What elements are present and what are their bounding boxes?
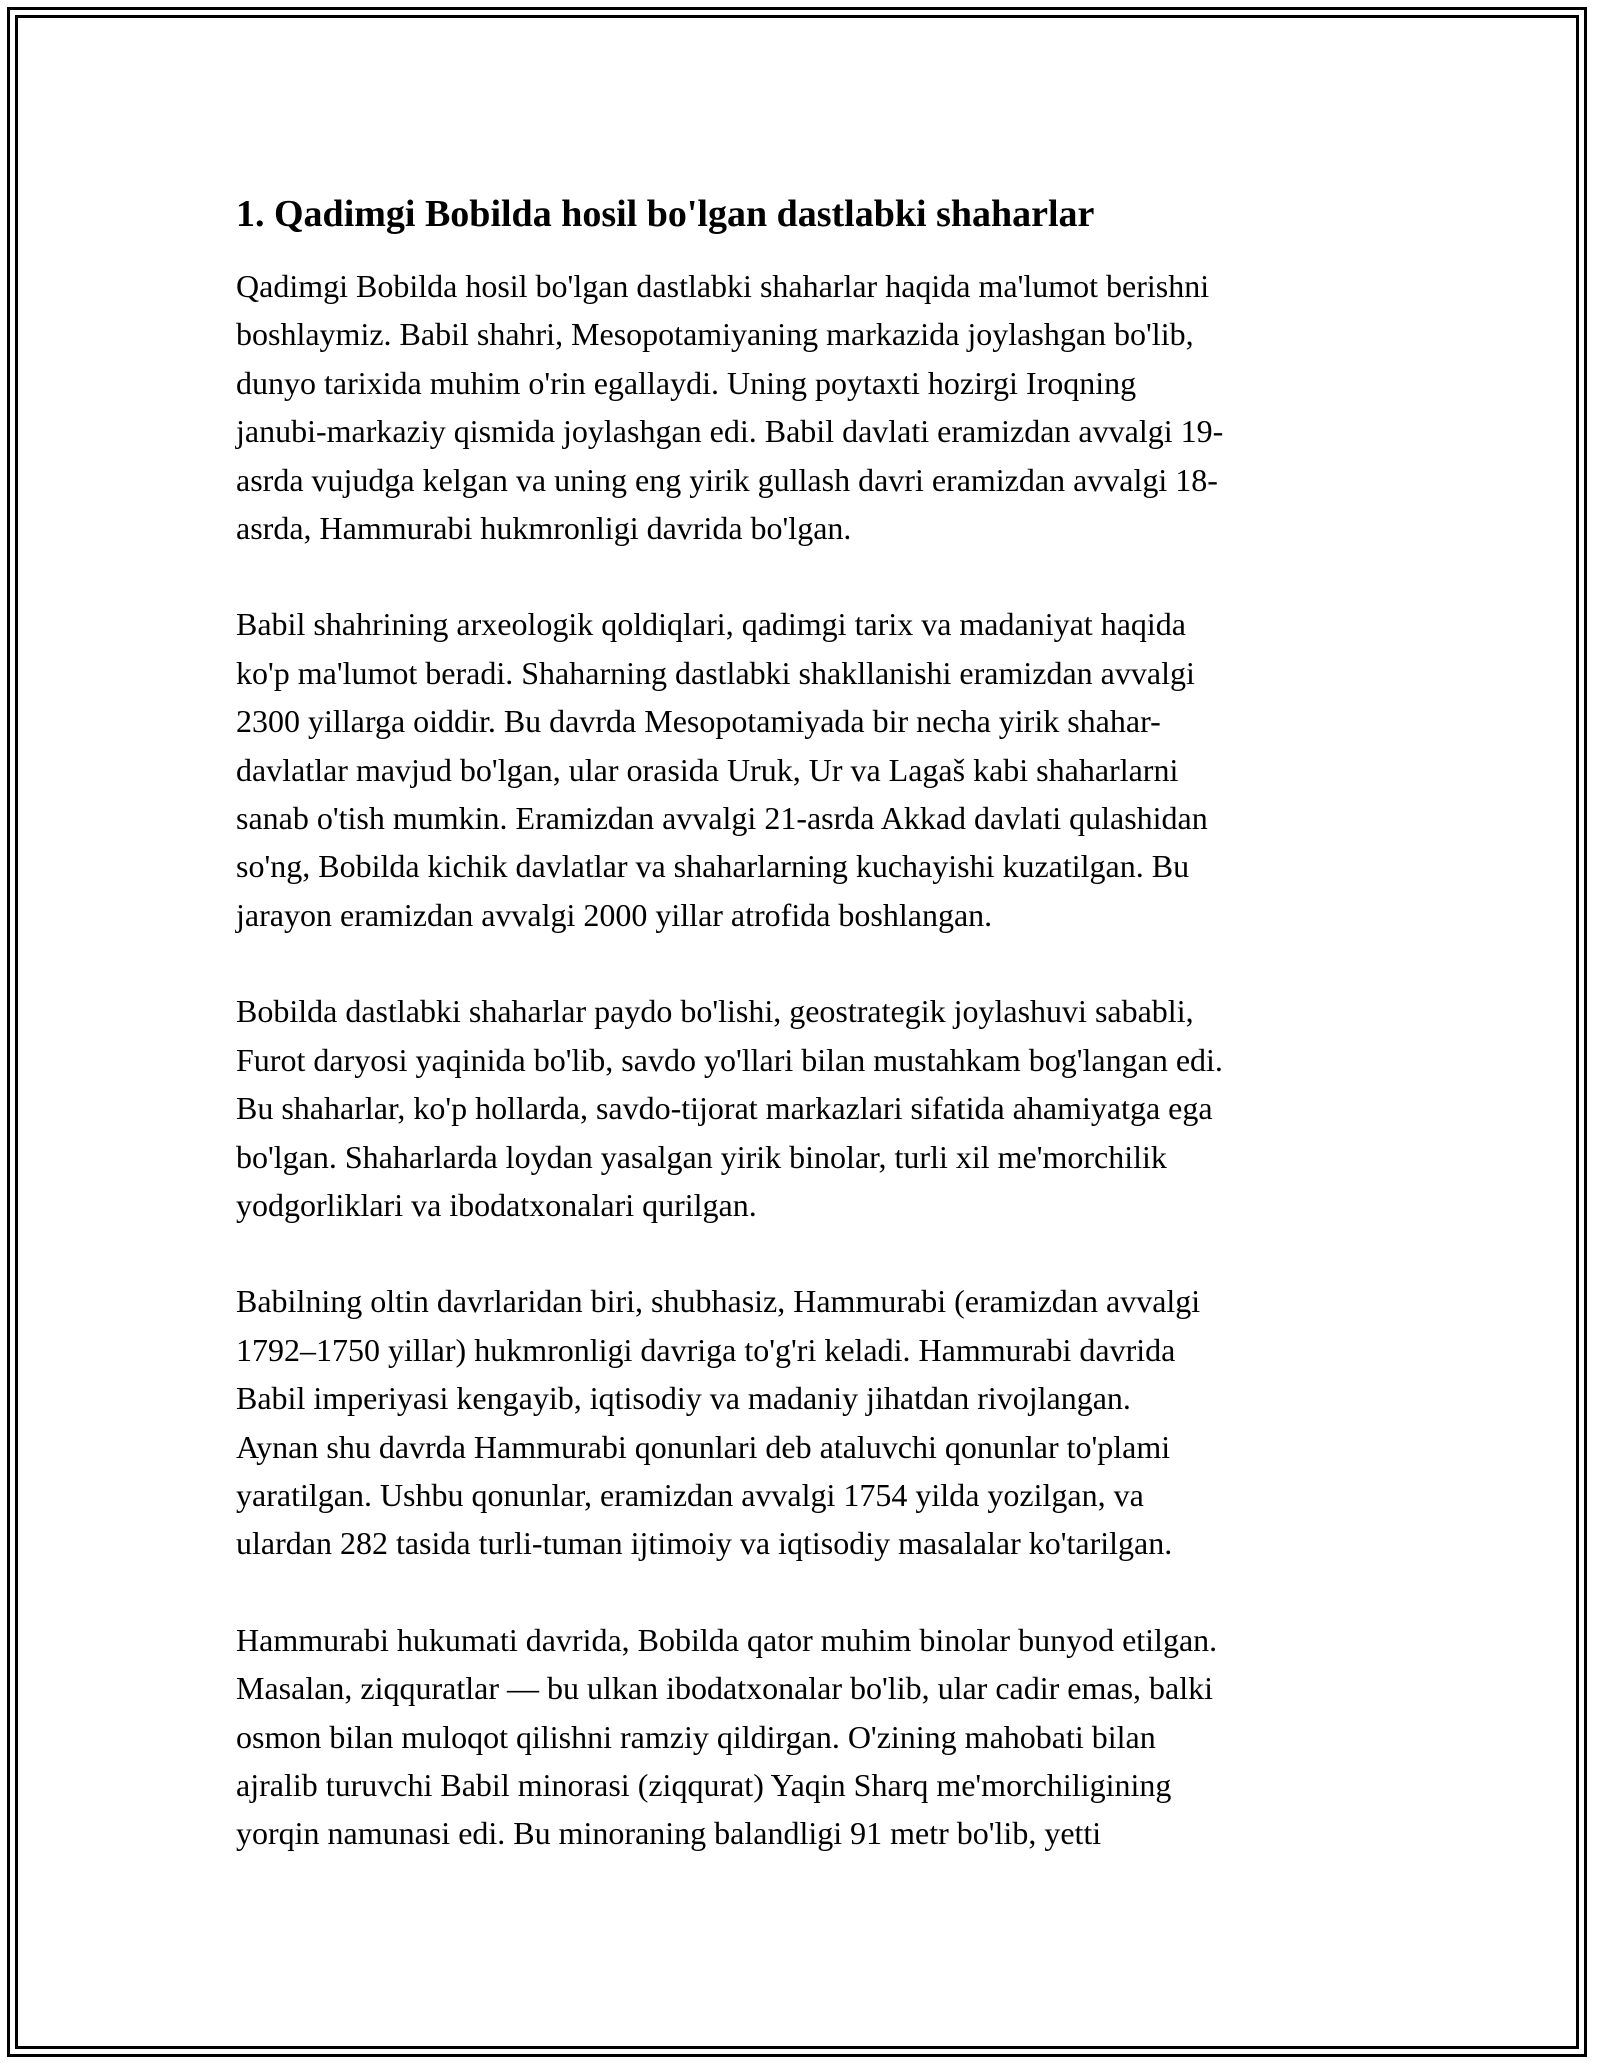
text-line: bo'lgan. Shaharlarda loydan yasalgan yirik binolar, turli xil me'morchilik [236, 1138, 1167, 1175]
text-line: boshlaymiz. Babil shahri, Mesopotamiyaning markazida joylashgan bo'lib, [236, 316, 1194, 353]
paragraph-2 [236, 600, 1371, 939]
paragraph-4 [236, 1277, 1371, 1567]
text-line: 2300 yillarga oiddir. Bu davrda Mesopotamiyada bir necha yirik shahar- [236, 703, 1161, 740]
text-line: davlatlar mavjud bo'lgan, ular orasida Uruk, Ur va Lagaš kabi shaharlarni [236, 751, 1179, 788]
text-line: asrda vujudga kelgan va uning eng yirik gullash davri eramizdan avvalgi 18- [236, 461, 1218, 498]
text-line: jarayon eramizdan avvalgi 2000 yillar atrofida boshlangan. [236, 896, 993, 933]
text-line: sanab o'tish mumkin. Eramizdan avvalgi 21-asrda Akkad davlati qulashidan [236, 800, 1208, 837]
paragraph-1 [236, 262, 1371, 552]
document-body [236, 188, 1371, 1906]
paragraph-3 [236, 987, 1371, 1229]
text-line: 1792–1750 yillar) hukmronligi davriga to'g'ri keladi. Hammurabi davrida [236, 1331, 1176, 1368]
text-line: Bobilda dastlabki shaharlar paydo bo'lishi, geostrategik joylashuvi sababli, [236, 993, 1194, 1030]
text-line: Qadimgi Bobilda hosil bo'lgan dastlabki shaharlar haqida ma'lumot berishni [236, 268, 1210, 304]
text-line: janubi-markaziy qismida joylashgan edi. Babil davlati eramizdan avvalgi 19- [236, 413, 1224, 450]
text-line: yaratilgan. Ushbu qonunlar, eramizdan avvalgi 1754 yilda yozilgan, va [236, 1476, 1144, 1513]
text-line: ulardan 282 tasida turli-tuman ijtimoiy va iqtisodiy masalalar ko'tarilgan. [236, 1525, 1173, 1562]
text-line: Babil shahrining arxeologik qoldiqlari, qadimgi tarix va madaniyat haqida [236, 606, 1186, 643]
text-line: Masalan, ziqquratlar — bu ulkan ibodatxonalar bo'lib, ular cadir emas, balki [236, 1670, 1214, 1707]
text-line: dunyo tarixida muhim o'rin egallaydi. Uning poytaxti hozirgi Iroqning [236, 364, 1137, 401]
section-heading: 1. Qadimgi Bobilda hosil bo'lgan dastlabki shaharlar [236, 193, 1095, 235]
paragraph-5 [236, 1616, 1371, 1858]
text-line: Babilning oltin davrlaridan biri, shubhasiz, Hammurabi (eramizdan avvalgi [236, 1283, 1201, 1320]
text-line: so'ng, Bobilda kichik davlatlar va shaharlarning kuchayishi kuzatilgan. Bu [236, 848, 1190, 885]
text-line: Hammurabi hukumati davrida, Bobilda qator muhim binolar bunyod etilgan. [236, 1621, 1218, 1658]
text-line: yodgorliklari va ibodatxonalari qurilgan. [236, 1186, 757, 1223]
text-line: ajralib turuvchi Babil minorasi (ziqqurat) Yaqin Sharq me'morchiligining [236, 1766, 1172, 1803]
text-line: Bu shaharlar, ko'p hollarda, savdo-tijorat markazlari sifatida ahamiyatga ega [236, 1090, 1213, 1127]
text-line: yorqin namunasi edi. Bu minoraning balandligi 91 metr bo'lib, yetti [236, 1815, 1102, 1852]
text-line: ko'p ma'lumot beradi. Shaharning dastlabki shakllanishi eramizdan avvalgi [236, 654, 1195, 691]
text-line: asrda, Hammurabi hukmronligi davrida bo'lgan. [236, 510, 852, 547]
text-line: osmon bilan muloqot qilishni ramziy qildirgan. O'zining mahobati bilan [236, 1718, 1156, 1755]
text-line: Aynan shu davrda Hammurabi qonunlari deb ataluvchi qonunlar to'plami [236, 1428, 1171, 1465]
text-line: Babil imperiyasi kengayib, iqtisodiy va madaniy jihatdan rivojlangan. [236, 1380, 1131, 1417]
text-line: Furot daryosi yaqinida bo'lib, savdo yo'llari bilan mustahkam bog'langan edi. [236, 1041, 1223, 1078]
